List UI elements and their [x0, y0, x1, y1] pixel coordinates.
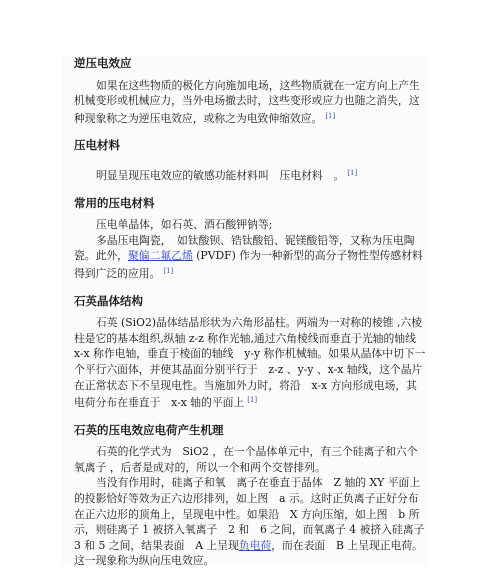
- citation-link[interactable]: [1]: [247, 396, 258, 405]
- citation-link[interactable]: [1]: [325, 111, 336, 120]
- heading-piezoelectric-material: 压电材料: [74, 138, 120, 153]
- heading-quartz-structure: 石英晶体结构: [74, 293, 143, 308]
- paragraph-common-materials-1: 压电单晶体，如石英、酒石酸钾钠等;: [96, 218, 273, 232]
- paragraph-inverse-piezoelectric: 如果在这些物质的极化方向施加电场，这些物质就在一定方向上产生机械变形或机械应力，当外电场撤去时，这些变形或应力也随之消失，这种现象称之为逆压电效应，或称之为电致伸缩效应。 [1]: [74, 78, 420, 125]
- pvdf-link[interactable]: 聚偏二氟乙烯: [127, 249, 193, 263]
- document-content: [74, 56, 436, 569]
- heading-common-materials: 常用的压电材料: [74, 195, 155, 210]
- citation-link[interactable]: [1]: [163, 266, 174, 275]
- paragraph-piezoelectric-material: 明显呈现压电效应的敏感功能材料叫 压电材料 。 [1]: [96, 168, 358, 182]
- paragraph-charge-mechanism-2: 当没有作用时，硅离子和氧 离子在垂直于晶体 Z 轴的 XY 平面上的投影恰好等效为正六边形排列，如上图 a 示。这时正负离子正好分布在正六边形的顶角上，呈现电中性。如果沿 X 方向压缩，如上图 b 所示，则硅离子 1 被挤入氧离子 2 和 6 之间，而氧离子 4 被挤入硅离子 3 和 5 之间，结果表面 A 上呈现负电荷，而在表面 B 上呈现正电荷。这一现象称为纵向压电效应。: [74, 476, 436, 568]
- heading-charge-mechanism: 石英的压电效应电荷产生机理: [74, 422, 224, 437]
- paragraph-charge-mechanism-1: 石英的化学式为 SiO2 ，在一个晶体单元中，有三个硅离子和六个氧离子 ，后者是成对的，所以一个和两个交替排列。: [74, 445, 418, 474]
- paragraph-common-materials-2: 多晶压电陶瓷， 如钛酸钡、锆钛酸铅、铌镁酸铅等，又称为压电陶瓷。此外，聚偏二氟乙烯 (PVDF) 作为一种新型的高分子物性型传感材料得到广泛的应用。 [1]: [74, 233, 423, 280]
- citation-link[interactable]: [1]: [347, 168, 358, 177]
- paragraph-quartz-structure: 石英 (SiO2)晶体结晶形状为六角形晶柱。两端为一对称的棱锥 ,六棱柱是它的基本组织,纵轴 z-z 称作光轴,通过六角棱线而垂直于光轴的轴线 x-x 称作电轴，垂直于棱面的轴线 y-y 称作机械轴。如果从晶体中切下一个平行六面体，并使其晶面分别平行于 z-z 、y-y 、x-x 轴线，这个晶片在正常状态下不呈现电性。当施加外力时，将沿 x-x 方向形成电场，其电荷分布在垂直于 x-x 轴的平面上 [1]: [74, 316, 426, 410]
- negative-charge-link[interactable]: 负电荷: [238, 538, 272, 552]
- heading-inverse-piezoelectric: 逆压电效应: [74, 56, 132, 70]
